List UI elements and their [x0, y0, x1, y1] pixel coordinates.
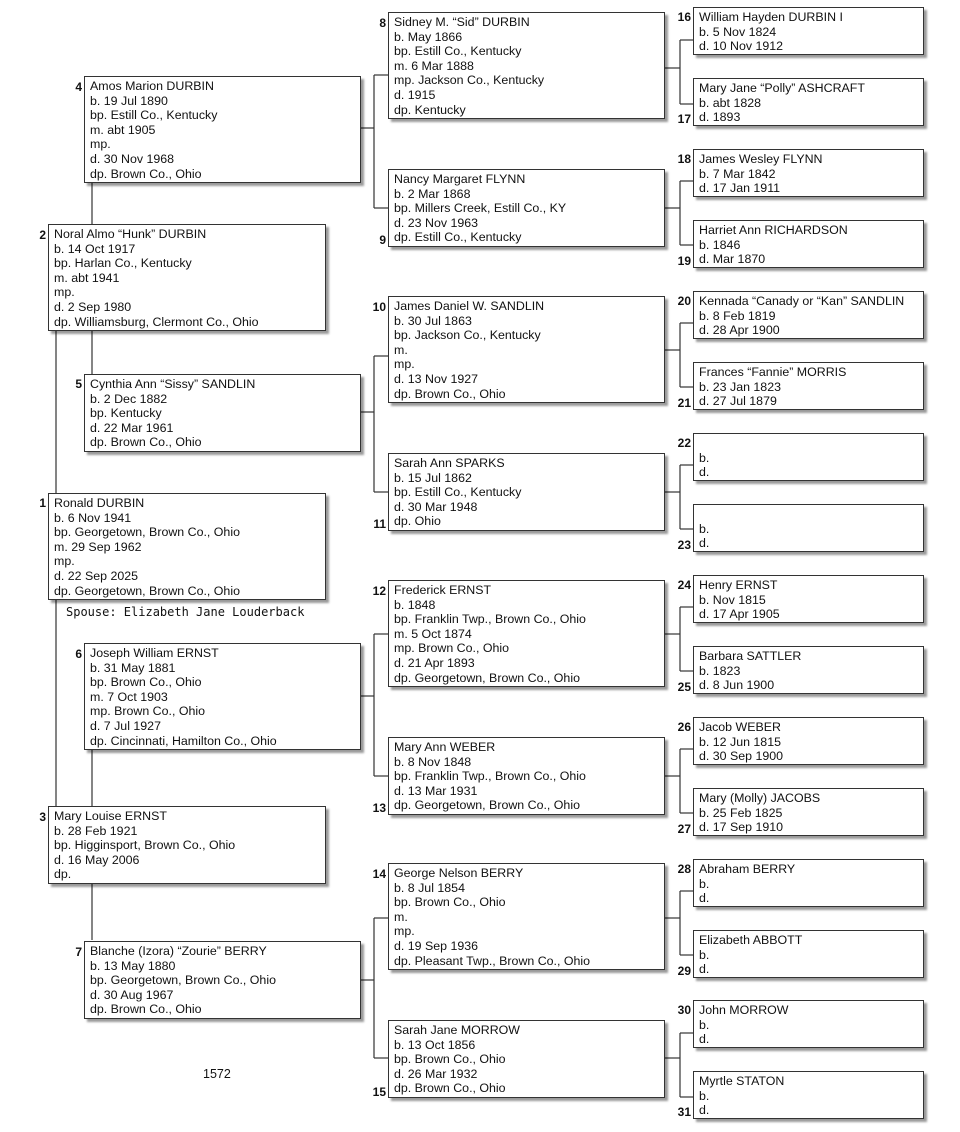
person-25-number: 25 [677, 680, 691, 694]
person-box-12[interactable] [388, 580, 665, 687]
birth-date: b. 15 Jul 1862 [394, 470, 472, 485]
marriage-date: m. 5 Oct 1874 [394, 626, 472, 641]
person-23-number: 23 [677, 538, 691, 552]
person-name: Cynthia Ann “Sissy” SANDLIN [90, 377, 256, 391]
person-name: Amos Marion DURBIN [90, 79, 214, 93]
person-1-number: 1 [39, 496, 46, 510]
death-place: dp. [54, 867, 72, 882]
page-number: 1572 [203, 1067, 231, 1081]
person-name: Barbara SATTLER [699, 649, 802, 663]
person-7-number: 7 [75, 945, 82, 959]
person-box-30[interactable] [693, 1000, 924, 1048]
birth-place: bp. Kentucky [90, 406, 162, 421]
birth-date: b. 8 Feb 1819 [699, 308, 776, 323]
death-place: dp. Georgetown, Brown Co., Ohio [394, 670, 580, 685]
birth-place: bp. Estill Co., Kentucky [394, 485, 522, 500]
birth-place: bp. Jackson Co., Kentucky [394, 328, 541, 343]
birth-date: b. 25 Feb 1825 [699, 805, 783, 820]
birth-date: b. [699, 1088, 710, 1103]
person-box-29[interactable] [693, 930, 924, 978]
birth-date: b. 2 Dec 1882 [90, 391, 168, 406]
person-20-number: 20 [677, 294, 691, 308]
person-8-number: 8 [379, 16, 386, 30]
birth-date: b. [699, 876, 710, 891]
person-name: Kennada “Canady or “Kan” SANDLIN [699, 294, 905, 308]
person-box-25[interactable] [693, 646, 924, 694]
birth-date: b. [699, 947, 710, 962]
person-19-number: 19 [677, 254, 691, 268]
death-place: dp. Pleasant Twp., Brown Co., Ohio [394, 953, 591, 968]
person-name: Frances “Fannie” MORRIS [699, 365, 847, 379]
death-date: d. [699, 891, 710, 906]
death-date: d. 22 Sep 2025 [54, 568, 139, 583]
death-date: d. 28 Apr 1900 [699, 323, 780, 338]
person-14-number: 14 [372, 867, 386, 881]
person-box-1[interactable] [48, 493, 326, 600]
person-name: Blanche (Izora) “Zourie” BERRY [90, 944, 267, 958]
person-name: Myrtle STATON [699, 1074, 785, 1088]
death-place: dp. Brown Co., Ohio [90, 1002, 202, 1017]
death-date: d. 30 Aug 1967 [90, 987, 174, 1002]
person-name: Jacob WEBER [699, 720, 781, 734]
marriage-place: mp. [54, 285, 75, 300]
death-date: d. 7 Jul 1927 [90, 718, 161, 733]
death-date: d. 17 Sep 1910 [699, 820, 784, 835]
death-place: dp. Williamsburg, Clermont Co., Ohio [54, 314, 259, 329]
birth-date: b. 13 Oct 1856 [394, 1037, 476, 1052]
marriage-place: mp. [394, 357, 415, 372]
death-date: d. Mar 1870 [699, 252, 766, 267]
person-15-number: 15 [372, 1085, 386, 1099]
birth-date: b. 19 Jul 1890 [90, 93, 168, 108]
person-box-31[interactable] [693, 1071, 924, 1119]
person-box-8[interactable] [388, 12, 665, 119]
death-date: d. 13 Nov 1927 [394, 371, 479, 386]
person-22-number: 22 [677, 436, 691, 450]
marriage-place: mp. Brown Co., Ohio [90, 704, 206, 719]
person-18-number: 18 [677, 152, 691, 166]
birth-date: b. 28 Feb 1921 [54, 823, 138, 838]
person-name: Sarah Ann SPARKS [394, 456, 505, 470]
death-place: dp. Cincinnati, Hamilton Co., Ohio [90, 733, 277, 748]
death-date: d. 10 Nov 1912 [699, 39, 784, 54]
death-place: dp. Georgetown, Brown Co., Ohio [394, 798, 580, 813]
person-box-11[interactable] [388, 453, 665, 531]
death-date: d. 30 Sep 1900 [699, 749, 784, 764]
person-31-number: 31 [677, 1105, 691, 1119]
birth-place: bp. Higginsport, Brown Co., Ohio [54, 838, 236, 853]
marriage-date: m. 29 Sep 1962 [54, 539, 142, 554]
birth-date: b. Nov 1815 [699, 592, 766, 607]
person-26-number: 26 [677, 720, 691, 734]
death-date: d. 23 Nov 1963 [394, 215, 479, 230]
death-date: d. [699, 536, 710, 551]
person-name: Frederick ERNST [394, 583, 492, 597]
birth-date: b. 1846 [699, 237, 741, 252]
birth-place: bp. Estill Co., Kentucky [90, 108, 218, 123]
death-date: d. 13 Mar 1931 [394, 783, 478, 798]
birth-date: b. 13 May 1880 [90, 958, 176, 973]
person-name [699, 507, 918, 522]
birth-place: bp. Harlan Co., Kentucky [54, 256, 192, 271]
death-place: dp. Brown Co., Ohio [394, 386, 506, 401]
person-9-number: 9 [379, 233, 386, 247]
person-name: Mary Jane “Polly” ASHCRAFT [699, 81, 865, 95]
person-name: Abraham BERRY [699, 862, 796, 876]
death-place: dp. Estill Co., Kentucky [394, 230, 522, 245]
person-box-13[interactable] [388, 737, 665, 815]
marriage-place: mp. [90, 137, 111, 152]
person-6-number: 6 [75, 647, 82, 661]
person-box-23[interactable] [693, 504, 924, 552]
death-date: d. 21 Apr 1893 [394, 655, 475, 670]
person-box-5[interactable] [84, 374, 361, 452]
marriage-date: m. [394, 342, 408, 357]
person-name: Elizabeth ABBOTT [699, 933, 803, 947]
birth-date: b. 7 Mar 1842 [699, 166, 776, 181]
person-box-6[interactable] [84, 643, 361, 750]
birth-date: b. abt 1828 [699, 95, 762, 110]
person-5-number: 5 [75, 377, 82, 391]
death-date: d. [699, 962, 710, 977]
person-13-number: 13 [372, 801, 386, 815]
death-date: d. [699, 1032, 710, 1047]
death-date: d. 1915 [394, 87, 436, 102]
birth-place: bp. Brown Co., Ohio [394, 1052, 506, 1067]
person-name: Harriet Ann RICHARDSON [699, 223, 848, 237]
person-24-number: 24 [677, 578, 691, 592]
death-date: d. 17 Apr 1905 [699, 607, 780, 622]
birth-date: b. 14 Oct 1917 [54, 241, 136, 256]
birth-place: bp. Franklin Twp., Brown Co., Ohio [394, 612, 586, 627]
death-date: d. 30 Mar 1948 [394, 499, 478, 514]
person-box-10[interactable] [388, 296, 665, 403]
person-27-number: 27 [677, 822, 691, 836]
marriage-place: mp. Brown Co., Ohio [394, 641, 510, 656]
death-place: dp. Ohio [394, 514, 441, 529]
marriage-place: mp. [394, 924, 415, 939]
death-place: dp. Brown Co., Ohio [394, 1081, 506, 1096]
person-box-26[interactable] [693, 717, 924, 765]
marriage-date: m. 6 Mar 1888 [394, 58, 474, 73]
death-date: d. 16 May 2006 [54, 852, 140, 867]
person-21-number: 21 [677, 396, 691, 410]
person-name: Noral Almo “Hunk” DURBIN [54, 227, 207, 241]
person-name: James Wesley FLYNN [699, 152, 823, 166]
death-date: d. 2 Sep 1980 [54, 299, 132, 314]
birth-place: bp. Estill Co., Kentucky [394, 44, 522, 59]
person-box-7[interactable] [84, 941, 361, 1019]
birth-place: bp. Brown Co., Ohio [90, 675, 202, 690]
marriage-date: m. abt 1905 [90, 122, 156, 137]
person-3-number: 3 [39, 810, 46, 824]
person-box-2[interactable] [48, 224, 326, 331]
person-30-number: 30 [677, 1003, 691, 1017]
person-11-number: 11 [373, 517, 386, 531]
spouse-label: Spouse: Elizabeth Jane Louderback [66, 605, 305, 619]
death-place: dp. Brown Co., Ohio [90, 166, 202, 181]
person-box-20[interactable] [693, 291, 924, 339]
person-name [699, 436, 918, 451]
person-name: Mary Louise ERNST [54, 809, 167, 823]
person-name: Henry ERNST [699, 578, 778, 592]
death-place: dp. Georgetown, Brown Co., Ohio [54, 583, 240, 598]
person-box-28[interactable] [693, 859, 924, 907]
marriage-place: mp. Jackson Co., Kentucky [394, 73, 545, 88]
person-name: Nancy Margaret FLYNN [394, 172, 526, 186]
marriage-date: m. abt 1941 [54, 270, 120, 285]
death-date: d. 17 Jan 1911 [699, 181, 781, 196]
person-28-number: 28 [677, 862, 691, 876]
birth-date: b. 5 Nov 1824 [699, 24, 777, 39]
death-date: d. 26 Mar 1932 [394, 1066, 478, 1081]
birth-date: b. [699, 1017, 710, 1032]
person-name: Sarah Jane MORROW [394, 1023, 521, 1037]
person-name: William Hayden DURBIN I [699, 10, 843, 24]
birth-date: b. 30 Jul 1863 [394, 313, 472, 328]
birth-place: bp. Brown Co., Ohio [394, 895, 506, 910]
death-date: d. [699, 1103, 710, 1118]
death-date: d. 22 Mar 1961 [90, 420, 174, 435]
person-name: Sidney M. “Sid” DURBIN [394, 15, 530, 29]
birth-date: b. 1848 [394, 597, 436, 612]
person-17-number: 17 [677, 112, 691, 126]
person-box-18[interactable] [693, 149, 924, 197]
person-box-19[interactable] [693, 220, 924, 268]
death-place: dp. Brown Co., Ohio [90, 435, 202, 450]
birth-date: b. 1823 [699, 663, 741, 678]
birth-date: b. [699, 450, 710, 465]
birth-date: b. 8 Nov 1848 [394, 754, 472, 769]
person-box-24[interactable] [693, 575, 924, 623]
person-4-number: 4 [75, 80, 82, 94]
death-date: d. [699, 465, 710, 480]
marriage-date: m. [394, 909, 408, 924]
person-name: Ronald DURBIN [54, 496, 145, 510]
birth-place: bp. Georgetown, Brown Co., Ohio [54, 525, 240, 540]
person-box-9[interactable] [388, 169, 665, 247]
person-name: John MORROW [699, 1003, 789, 1017]
person-name: Mary Ann WEBER [394, 740, 496, 754]
person-box-27[interactable] [693, 788, 924, 836]
birth-date: b. 8 Jul 1854 [394, 880, 465, 895]
person-12-number: 12 [372, 584, 386, 598]
person-29-number: 29 [677, 964, 691, 978]
birth-date: b. 6 Nov 1941 [54, 510, 132, 525]
person-box-14[interactable] [388, 863, 665, 970]
person-box-3[interactable] [48, 806, 326, 884]
person-box-15[interactable] [388, 1020, 665, 1098]
person-name: George Nelson BERRY [394, 866, 524, 880]
birth-date: b. [699, 521, 710, 536]
person-16-number: 16 [677, 10, 691, 24]
marriage-place: mp. [54, 554, 75, 569]
death-place: dp. Kentucky [394, 102, 466, 117]
death-date: d. 1893 [699, 110, 741, 125]
death-date: d. 27 Jul 1879 [699, 394, 777, 409]
birth-date: b. 2 Mar 1868 [394, 186, 471, 201]
person-name: Joseph William ERNST [90, 646, 219, 660]
marriage-date: m. 7 Oct 1903 [90, 689, 168, 704]
birth-place: bp. Franklin Twp., Brown Co., Ohio [394, 769, 586, 784]
person-10-number: 10 [372, 300, 386, 314]
person-name: Mary (Molly) JACOBS [699, 791, 821, 805]
birth-date: b. 23 Jan 1823 [699, 379, 781, 394]
birth-date: b. May 1866 [394, 29, 463, 44]
birth-place: bp. Millers Creek, Estill Co., KY [394, 201, 567, 216]
person-box-17[interactable] [693, 78, 924, 126]
birth-place: bp. Georgetown, Brown Co., Ohio [90, 973, 276, 988]
person-box-4[interactable] [84, 76, 361, 183]
death-date: d. 19 Sep 1936 [394, 938, 479, 953]
person-name: James Daniel W. SANDLIN [394, 299, 545, 313]
birth-date: b. 12 Jun 1815 [699, 734, 781, 749]
person-box-16[interactable] [693, 7, 924, 55]
person-box-22[interactable] [693, 433, 924, 481]
death-date: d. 8 Jun 1900 [699, 678, 775, 693]
birth-date: b. 31 May 1881 [90, 660, 176, 675]
person-box-21[interactable] [693, 362, 924, 410]
person-2-number: 2 [39, 228, 46, 242]
death-date: d. 30 Nov 1968 [90, 151, 175, 166]
